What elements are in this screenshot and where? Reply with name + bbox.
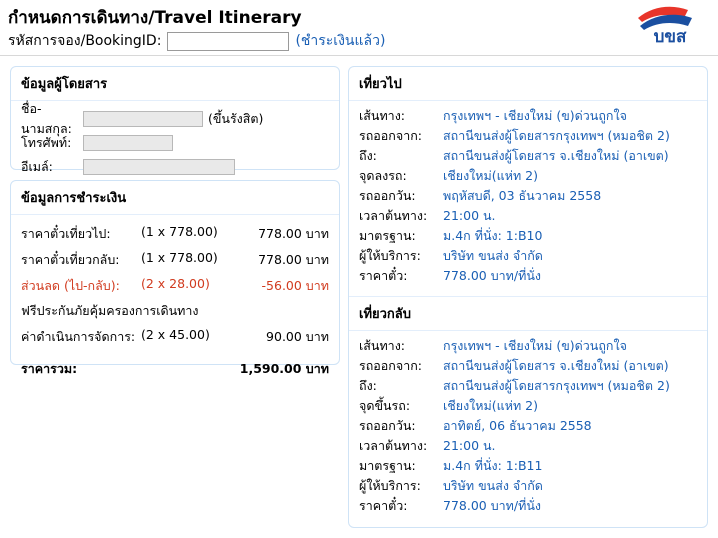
trip-detail-value: ม.4ก ที่นั่ง: 1:B11 xyxy=(443,458,543,473)
header-divider xyxy=(0,55,718,56)
trip-detail-key: มาตรฐาน: xyxy=(359,458,416,473)
passenger-info-panel xyxy=(10,66,340,174)
passenger-info-title: ข้อมูลผู้โดยสาร xyxy=(11,67,339,101)
trip-detail-row xyxy=(359,166,697,186)
payment-desc: ค่าดำเนินการจัดการ: xyxy=(21,329,136,344)
trip-detail-row xyxy=(359,226,697,246)
svg-text:บขส: บขส xyxy=(653,27,687,46)
payment-total-label: ราคารวม: xyxy=(21,361,78,376)
return-trip-title: เที่ยวกลับ xyxy=(349,297,707,331)
trip-detail-row xyxy=(359,146,697,166)
table-row xyxy=(21,273,329,299)
trip-detail-row xyxy=(359,336,697,356)
trip-detail-key: มาตรฐาน: xyxy=(359,228,416,243)
paid-status-badge: (ชำระเงินแล้ว) xyxy=(295,33,386,49)
payment-total-row xyxy=(21,350,329,382)
trip-detail-key: จุดลงรถ: xyxy=(359,168,407,183)
trip-detail-value: บริษัท ขนส่ง จำกัด xyxy=(443,478,543,493)
trip-detail-key: เวลาต้นทาง: xyxy=(359,208,428,223)
trip-detail-value: สถานีขนส่งผู้โดยสารกรุงเทพฯ (หมอชิต 2) xyxy=(443,128,670,143)
trip-detail-key: ราคาตั๋ว: xyxy=(359,268,408,283)
payment-desc: ราคาตั๋วเที่ยวไป: xyxy=(21,226,111,241)
table-row xyxy=(21,221,329,247)
trip-detail-value: พฤหัสบดี, 03 ธันวาคม 2558 xyxy=(443,188,602,203)
trip-detail-key: รถออกวัน: xyxy=(359,188,416,203)
trip-detail-row xyxy=(359,206,697,226)
trip-detail-key: เส้นทาง: xyxy=(359,108,406,123)
payment-info-body xyxy=(11,215,339,390)
outbound-trip-body xyxy=(349,101,707,292)
trip-detail-row xyxy=(359,266,697,286)
return-trip-body xyxy=(349,331,707,522)
trip-detail-value: เชียงใหม่(แห่ท 2) xyxy=(443,168,538,183)
trip-detail-key: ราคาตั๋ว: xyxy=(359,498,408,513)
trip-detail-value: 778.00 บาท/ที่นั่ง xyxy=(443,268,542,283)
payment-calc: (1 x 778.00) xyxy=(141,224,218,239)
payment-desc: ฟรีประกันภัยคุ้มครองการเดินทาง xyxy=(21,303,199,318)
trip-detail-row xyxy=(359,106,697,126)
trip-detail-row xyxy=(359,436,697,456)
trip-detail-key: รถออกจาก: xyxy=(359,128,422,143)
trip-detail-value: อาทิตย์, 06 ธันวาคม 2558 xyxy=(443,418,592,433)
trip-detail-value: เชียงใหม่(แห่ท 2) xyxy=(443,398,538,413)
page-header xyxy=(0,0,718,56)
passenger-name-field[interactable] xyxy=(83,111,203,127)
bus-company-logo xyxy=(632,2,710,46)
table-row xyxy=(21,299,329,324)
passenger-info-body xyxy=(11,101,339,187)
trip-detail-value: สถานีขนส่งผู้โดยสาร จ.เชียงใหม่ (อาเขต) xyxy=(443,358,669,373)
trip-detail-key: เส้นทาง: xyxy=(359,338,406,353)
trip-detail-key: รถออกจาก: xyxy=(359,358,422,373)
passenger-phone-row xyxy=(21,131,329,155)
passenger-phone-field[interactable] xyxy=(83,135,173,151)
trip-detail-row xyxy=(359,376,697,396)
outbound-trip-title: เที่ยวไป xyxy=(349,67,707,101)
passenger-name-label: ชื่อ-นามสกุล: xyxy=(21,101,72,136)
trip-detail-key: ผู้ให้บริการ: xyxy=(359,478,421,493)
trip-detail-value: 778.00 บาท/ที่นั่ง xyxy=(443,498,542,513)
payment-amount: 90.00 บาท xyxy=(266,329,329,344)
payment-calc: (1 x 778.00) xyxy=(141,250,218,265)
payment-desc: ส่วนลด (ไป-กลับ): xyxy=(21,278,120,293)
trip-detail-row xyxy=(359,126,697,146)
page-title: กำหนดการเดินทาง/Travel Itinerary xyxy=(8,8,302,28)
trip-detail-value: สถานีขนส่งผู้โดยสารกรุงเทพฯ (หมอชิต 2) xyxy=(443,378,670,393)
trip-detail-row xyxy=(359,456,697,476)
payment-amount: -56.00 บาท xyxy=(261,278,329,293)
payment-amount: 778.00 บาท xyxy=(258,252,329,267)
booking-id-input[interactable] xyxy=(167,32,289,51)
trip-detail-value: 21:00 น. xyxy=(443,438,496,453)
trip-detail-row xyxy=(359,186,697,206)
payment-calc: (2 x 28.00) xyxy=(141,276,210,291)
trip-detail-key: เวลาต้นทาง: xyxy=(359,438,428,453)
passenger-phone-label: โทรศัพท์: xyxy=(21,135,72,150)
trip-detail-row xyxy=(359,416,697,436)
trip-detail-row xyxy=(359,356,697,376)
trip-detail-key: ผู้ให้บริการ: xyxy=(359,248,421,263)
trip-detail-value: สถานีขนส่งผู้โดยสาร จ.เชียงใหม่ (อาเขต) xyxy=(443,148,669,163)
trip-detail-value: กรุงเทพฯ - เชียงใหม่ (ข)ด่วนถูกใจ xyxy=(443,338,627,353)
payment-info-panel xyxy=(10,180,340,376)
booking-id-label: รหัสการจอง/BookingID: xyxy=(8,33,162,49)
trip-detail-value: กรุงเทพฯ - เชียงใหม่ (ข)ด่วนถูกใจ xyxy=(443,108,627,123)
table-row xyxy=(21,324,329,350)
trip-detail-row xyxy=(359,476,697,496)
passenger-name-row xyxy=(21,101,329,136)
trip-detail-key: ถึง: xyxy=(359,148,377,163)
payment-info-title: ข้อมูลการชำระเงิน xyxy=(11,181,339,215)
booking-id-row xyxy=(8,30,385,52)
trip-detail-row xyxy=(359,496,697,516)
passenger-name-suffix: (ขึ้นรังสิต) xyxy=(208,111,264,126)
payment-desc: ราคาตั๋วเที่ยวกลับ: xyxy=(21,252,120,267)
payment-calc: (2 x 45.00) xyxy=(141,327,210,342)
payment-breakdown-table xyxy=(21,221,329,382)
trip-detail-value: 21:00 น. xyxy=(443,208,496,223)
trip-detail-key: รถออกวัน: xyxy=(359,418,416,433)
passenger-email-label: อีเมล์: xyxy=(21,159,53,174)
trip-detail-key: จุดขึ้นรถ: xyxy=(359,398,411,413)
payment-total-amount: 1,590.00 บาท xyxy=(239,361,329,376)
trip-detail-row xyxy=(359,396,697,416)
trips-panel xyxy=(348,66,708,528)
trip-detail-value: บริษัท ขนส่ง จำกัด xyxy=(443,248,543,263)
payment-amount: 778.00 บาท xyxy=(258,226,329,241)
passenger-email-field[interactable] xyxy=(83,159,235,175)
trip-detail-value: ม.4ก ที่นั่ง: 1:B10 xyxy=(443,228,543,243)
trip-detail-key: ถึง: xyxy=(359,378,377,393)
passenger-email-row xyxy=(21,155,329,179)
payment-total-spacer xyxy=(141,350,233,382)
trip-detail-row xyxy=(359,246,697,266)
table-row xyxy=(21,247,329,273)
